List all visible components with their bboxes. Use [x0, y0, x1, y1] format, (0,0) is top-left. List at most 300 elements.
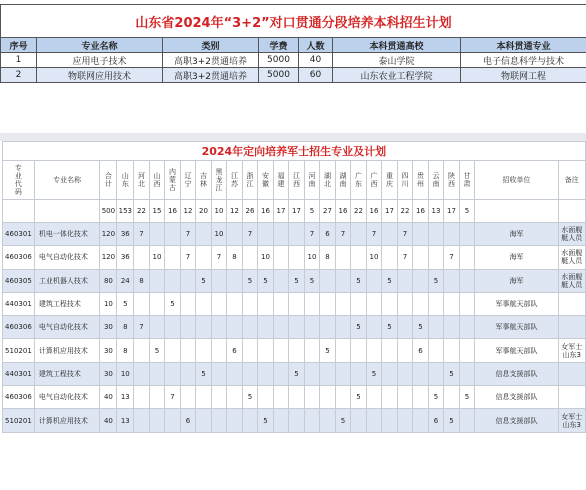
province-quota: [149, 269, 165, 292]
column-header-province: [117, 161, 134, 200]
column-header: 类别: [163, 38, 259, 53]
province-quota: [149, 362, 165, 385]
province-quota: 7: [444, 246, 460, 269]
table-row: [3, 269, 586, 292]
province-quota: [428, 339, 444, 362]
province-quota: 36: [117, 223, 134, 246]
province-quota: 8: [117, 339, 134, 362]
total-cell: 17: [382, 200, 398, 223]
province-quota: [397, 386, 413, 409]
province-label: 安徽: [262, 172, 270, 188]
province-quota: [382, 292, 398, 315]
province-quota: [335, 292, 351, 315]
row-total: 40: [100, 409, 117, 432]
province-quota: [196, 223, 212, 246]
province-quota: [211, 316, 227, 339]
province-quota: [320, 386, 336, 409]
table-cell: 2: [1, 68, 37, 83]
province-quota: [180, 386, 196, 409]
province-quota: 10: [211, 223, 227, 246]
province-quota: 5: [196, 362, 212, 385]
province-quota: [196, 386, 212, 409]
province-quota: [444, 316, 460, 339]
table-cell: [3, 200, 35, 223]
province-quota: 5: [444, 362, 460, 385]
province-quota: [134, 292, 150, 315]
total-cell: 5: [304, 200, 320, 223]
column-header-province: [134, 161, 150, 200]
column-header-province: [196, 161, 212, 200]
province-quota: [366, 409, 382, 432]
province-quota: [165, 223, 181, 246]
total-cell: 5: [459, 200, 475, 223]
province-quota: [258, 386, 274, 409]
major-code: 440301: [3, 362, 35, 385]
province-quota: 6: [428, 409, 444, 432]
major-name: 电气自动化技术: [34, 316, 100, 339]
province-quota: 5: [413, 316, 429, 339]
province-quota: [397, 269, 413, 292]
province-quota: [196, 316, 212, 339]
province-quota: [242, 316, 258, 339]
province-quota: [273, 292, 289, 315]
province-quota: [413, 223, 429, 246]
column-header: 本科贯通专业: [461, 38, 586, 53]
column-header-province: [211, 161, 227, 200]
table-row: [3, 409, 586, 432]
column-header-province: [320, 161, 336, 200]
province-quota: [397, 292, 413, 315]
header-text: 专业代码: [14, 164, 22, 196]
province-quota: [459, 269, 475, 292]
province-quota: 8: [117, 316, 134, 339]
province-quota: [149, 316, 165, 339]
province-quota: [180, 339, 196, 362]
province-quota: [227, 409, 243, 432]
province-quota: [273, 316, 289, 339]
province-quota: [397, 409, 413, 432]
province-quota: [273, 362, 289, 385]
province-label: 广西: [370, 172, 378, 188]
province-quota: 7: [165, 386, 181, 409]
province-quota: [258, 223, 274, 246]
province-quota: [351, 292, 367, 315]
major-name: 电气自动化技术: [34, 386, 100, 409]
province-quota: [211, 386, 227, 409]
total-cell: 17: [289, 200, 305, 223]
province-quota: 5: [196, 269, 212, 292]
province-quota: 5: [304, 269, 320, 292]
table-cell: 高职3+2贯通培养: [163, 68, 259, 83]
province-quota: [242, 246, 258, 269]
province-quota: 5: [242, 269, 258, 292]
province-quota: [304, 362, 320, 385]
province-quota: 8: [134, 269, 150, 292]
province-quota: [289, 316, 305, 339]
province-quota: 5: [165, 292, 181, 315]
province-quota: 7: [180, 223, 196, 246]
province-quota: [227, 292, 243, 315]
military-plan-table: [2, 141, 586, 433]
table-cell: 1: [1, 53, 37, 68]
table-cell: 5000: [259, 68, 299, 83]
table-row: [3, 292, 586, 315]
province-quota: [444, 386, 460, 409]
province-quota: [258, 362, 274, 385]
row-total: 30: [100, 362, 117, 385]
province-quota: [428, 362, 444, 385]
province-quota: [273, 409, 289, 432]
row-note: 女军士山东3: [558, 339, 585, 362]
total-cell: 12: [227, 200, 243, 223]
recruiting-unit: 军事航天部队: [475, 316, 559, 339]
row-note: 女军士山东3: [558, 409, 585, 432]
province-quota: [428, 246, 444, 269]
column-header-province: [289, 161, 305, 200]
column-header-province: [304, 161, 320, 200]
province-label: 贵州: [417, 172, 425, 188]
province-quota: [180, 269, 196, 292]
province-quota: [258, 292, 274, 315]
province-quota: [397, 339, 413, 362]
recruiting-unit: 海军: [475, 269, 559, 292]
column-header-province: [273, 161, 289, 200]
province-quota: 7: [366, 223, 382, 246]
province-quota: 5: [428, 269, 444, 292]
province-quota: [351, 246, 367, 269]
province-quota: 7: [211, 246, 227, 269]
province-quota: [366, 292, 382, 315]
province-quota: [366, 386, 382, 409]
province-quota: [428, 223, 444, 246]
province-quota: [351, 339, 367, 362]
province-quota: [196, 339, 212, 362]
major-name: 计算机应用技术: [34, 409, 100, 432]
province-quota: 5: [351, 316, 367, 339]
province-label: 江苏: [231, 172, 239, 188]
column-header-province: [351, 161, 367, 200]
province-quota: 24: [117, 269, 134, 292]
province-quota: [335, 316, 351, 339]
province-quota: [149, 292, 165, 315]
province-quota: [134, 339, 150, 362]
province-quota: [165, 409, 181, 432]
province-label: 浙江: [246, 172, 254, 188]
province-quota: 6: [180, 409, 196, 432]
province-quota: [134, 362, 150, 385]
province-quota: [273, 386, 289, 409]
province-quota: [304, 292, 320, 315]
province-quota: 5: [149, 339, 165, 362]
province-quota: [134, 246, 150, 269]
province-quota: [134, 386, 150, 409]
column-header: 专业名称: [37, 38, 163, 53]
province-quota: [351, 409, 367, 432]
province-quota: [397, 362, 413, 385]
total-cell: 22: [351, 200, 367, 223]
row-note: [558, 316, 585, 339]
province-quota: [165, 246, 181, 269]
major-name: 建筑工程技术: [34, 362, 100, 385]
column-header: 学费: [259, 38, 299, 53]
province-quota: [211, 409, 227, 432]
column-header-unit: 招收单位: [475, 161, 559, 200]
total-cell: 500: [100, 200, 117, 223]
row-note: [558, 292, 585, 315]
total-cell: 16: [366, 200, 382, 223]
province-quota: [273, 269, 289, 292]
province-quota: [382, 409, 398, 432]
province-quota: [382, 246, 398, 269]
row-total: 80: [100, 269, 117, 292]
major-code: 460306: [3, 316, 35, 339]
recruiting-unit: 信息支援部队: [475, 409, 559, 432]
province-quota: [444, 292, 460, 315]
table-cell: [558, 200, 585, 223]
table-cell: [34, 200, 100, 223]
province-quota: 7: [335, 223, 351, 246]
province-quota: [459, 292, 475, 315]
military-plan-title: 2024年定向培养军士招生专业及计划: [3, 142, 586, 161]
row-note: 水面舰艇人员: [558, 269, 585, 292]
table-row: [1, 53, 586, 68]
column-header-province: [180, 161, 196, 200]
province-quota: 5: [351, 386, 367, 409]
province-quota: [320, 409, 336, 432]
province-quota: [304, 386, 320, 409]
province-quota: [428, 292, 444, 315]
row-total: 40: [100, 386, 117, 409]
province-quota: [413, 409, 429, 432]
province-quota: [180, 362, 196, 385]
province-quota: 5: [258, 409, 274, 432]
province-quota: [258, 339, 274, 362]
province-quota: 5: [117, 292, 134, 315]
table-cell: 40: [299, 53, 333, 68]
province-quota: [180, 292, 196, 315]
province-quota: [459, 246, 475, 269]
total-cell: 10: [211, 200, 227, 223]
recruiting-unit: 信息支援部队: [475, 386, 559, 409]
province-label: 辽宁: [184, 172, 192, 188]
province-label: 江西: [293, 172, 301, 188]
undergrad-plan-header-row: [1, 38, 586, 53]
major-name: 工业机器人技术: [34, 269, 100, 292]
major-name: 建筑工程技术: [34, 292, 100, 315]
table-cell: 泰山学院: [333, 53, 461, 68]
province-label: 云南: [432, 172, 440, 188]
row-total: 30: [100, 316, 117, 339]
province-quota: [289, 246, 305, 269]
province-quota: [304, 339, 320, 362]
recruiting-unit: 海军: [475, 246, 559, 269]
province-quota: [413, 292, 429, 315]
province-quota: 5: [351, 269, 367, 292]
province-quota: [289, 409, 305, 432]
province-label: 湖南: [339, 172, 347, 188]
province-quota: [320, 269, 336, 292]
major-code: 510201: [3, 339, 35, 362]
total-cell: 26: [242, 200, 258, 223]
province-quota: [149, 409, 165, 432]
table-row: [3, 223, 586, 246]
header-text: 合计: [104, 172, 112, 188]
province-quota: 8: [227, 246, 243, 269]
province-quota: [459, 339, 475, 362]
province-quota: 7: [180, 246, 196, 269]
total-cell: 16: [413, 200, 429, 223]
table-row: [1, 68, 586, 83]
province-quota: 5: [382, 316, 398, 339]
province-quota: [211, 292, 227, 315]
total-cell: 15: [149, 200, 165, 223]
row-note: 水面舰艇人员: [558, 223, 585, 246]
table-cell: 5000: [259, 53, 299, 68]
province-quota: 5: [258, 269, 274, 292]
major-code: 460305: [3, 269, 35, 292]
row-total: 30: [100, 339, 117, 362]
province-quota: 6: [413, 339, 429, 362]
total-cell: 17: [444, 200, 460, 223]
column-header-province: [413, 161, 429, 200]
province-quota: [320, 292, 336, 315]
province-quota: [366, 339, 382, 362]
column-header: 本科贯通高校: [333, 38, 461, 53]
province-quota: [196, 409, 212, 432]
total-cell: 17: [273, 200, 289, 223]
province-quota: [227, 362, 243, 385]
column-header-province: [382, 161, 398, 200]
province-quota: [273, 223, 289, 246]
total-cell: 27: [320, 200, 336, 223]
province-quota: [165, 339, 181, 362]
column-header-province: [165, 161, 181, 200]
province-quota: 6: [227, 339, 243, 362]
province-quota: [366, 269, 382, 292]
province-quota: 13: [117, 386, 134, 409]
province-label: 四川: [401, 172, 409, 188]
province-quota: 5: [428, 386, 444, 409]
total-cell: 16: [165, 200, 181, 223]
province-label: 内蒙古: [169, 168, 177, 192]
province-quota: [413, 362, 429, 385]
province-quota: 5: [289, 362, 305, 385]
undergrad-plan-table: [0, 4, 586, 83]
table-row: [3, 316, 586, 339]
province-quota: [149, 386, 165, 409]
province-quota: [211, 362, 227, 385]
province-quota: [335, 362, 351, 385]
province-quota: [366, 316, 382, 339]
column-header-province: [227, 161, 243, 200]
major-name: 机电一体化技术: [34, 223, 100, 246]
column-header-province: [335, 161, 351, 200]
row-total: 10: [100, 292, 117, 315]
province-quota: [211, 339, 227, 362]
province-quota: 10: [117, 362, 134, 385]
table-cell: 应用电子技术: [37, 53, 163, 68]
province-label: 吉林: [200, 172, 208, 188]
province-quota: [397, 316, 413, 339]
total-cell: 16: [258, 200, 274, 223]
province-quota: 8: [320, 246, 336, 269]
province-quota: [165, 316, 181, 339]
province-quota: 10: [304, 246, 320, 269]
province-quota: [382, 223, 398, 246]
province-quota: [242, 409, 258, 432]
province-quota: [382, 362, 398, 385]
province-quota: [149, 223, 165, 246]
column-header-province: [428, 161, 444, 200]
column-header-name: 专业名称: [34, 161, 100, 200]
province-quota: 7: [134, 316, 150, 339]
column-header-province: [459, 161, 475, 200]
column-header: 序号: [1, 38, 37, 53]
province-quota: 7: [397, 223, 413, 246]
province-label: 河南: [308, 172, 316, 188]
military-plan-header-row: [3, 161, 586, 200]
province-quota: 10: [366, 246, 382, 269]
table-row: [3, 386, 586, 409]
table-row: [3, 246, 586, 269]
province-quota: 36: [117, 246, 134, 269]
province-quota: [428, 316, 444, 339]
province-quota: [165, 362, 181, 385]
total-cell: 22: [134, 200, 150, 223]
province-quota: [413, 386, 429, 409]
row-total: 120: [100, 246, 117, 269]
province-quota: 7: [304, 223, 320, 246]
recruiting-unit: 军事航天部队: [475, 292, 559, 315]
province-quota: [304, 316, 320, 339]
major-code: 440301: [3, 292, 35, 315]
total-cell: 20: [196, 200, 212, 223]
province-quota: [289, 223, 305, 246]
province-quota: [242, 292, 258, 315]
province-quota: 10: [258, 246, 274, 269]
province-quota: 6: [320, 223, 336, 246]
table-cell: 高职3+2贯通培养: [163, 53, 259, 68]
province-label: 甘肃: [463, 172, 471, 188]
province-quota: [382, 386, 398, 409]
province-label: 山东: [121, 172, 129, 188]
table-row: [3, 339, 586, 362]
major-code: 510201: [3, 409, 35, 432]
total-cell: 22: [397, 200, 413, 223]
province-quota: [413, 269, 429, 292]
province-quota: [227, 223, 243, 246]
province-quota: [382, 339, 398, 362]
province-quota: [351, 223, 367, 246]
province-quota: [351, 362, 367, 385]
table-cell: 物联网应用技术: [37, 68, 163, 83]
province-quota: [320, 316, 336, 339]
table-cell: 电子信息科学与技术: [461, 53, 586, 68]
province-quota: 7: [134, 223, 150, 246]
province-quota: [459, 409, 475, 432]
province-quota: [289, 292, 305, 315]
province-quota: [134, 409, 150, 432]
section-divider: [0, 133, 586, 141]
province-quota: [242, 362, 258, 385]
major-code: 460306: [3, 246, 35, 269]
province-quota: [165, 269, 181, 292]
column-header-province: [366, 161, 382, 200]
province-quota: [335, 386, 351, 409]
province-quota: [196, 292, 212, 315]
province-quota: [335, 269, 351, 292]
province-quota: 5: [382, 269, 398, 292]
